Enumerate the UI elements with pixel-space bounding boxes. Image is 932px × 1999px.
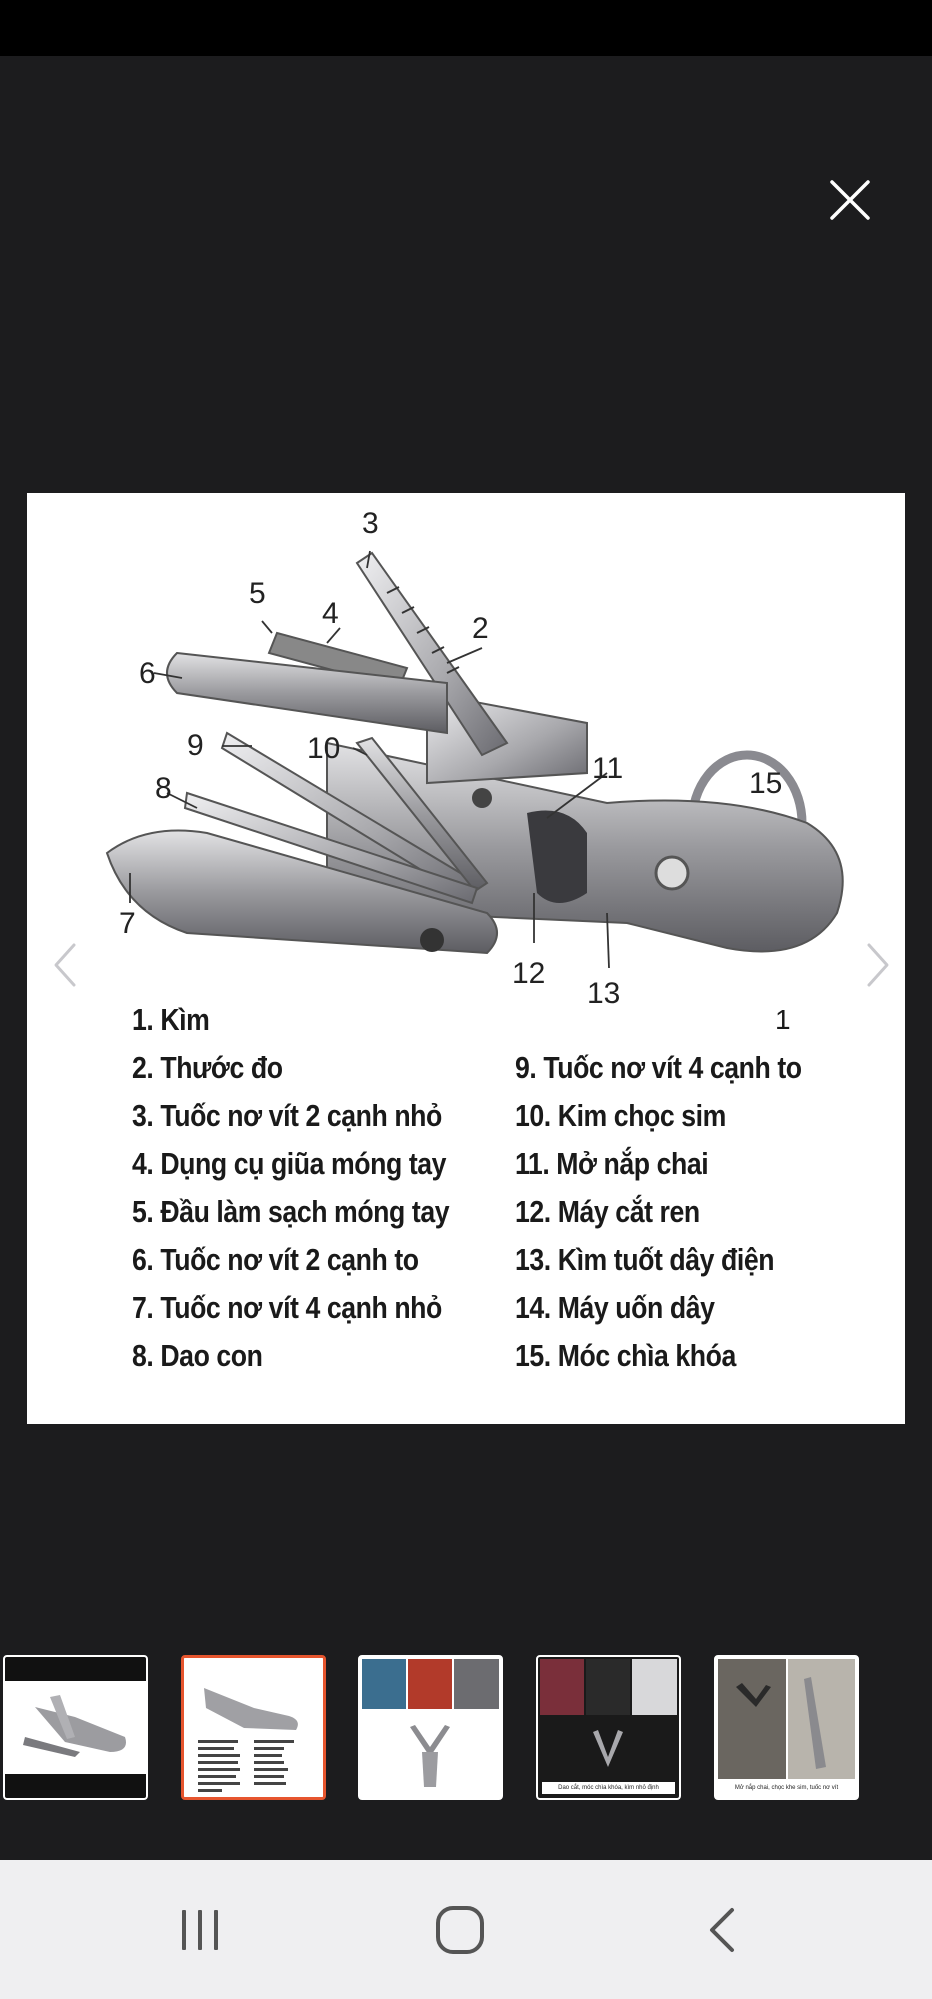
thumbnail-caption: Dao cắt, móc chìa khóa, kìm nhỏ định (542, 1782, 675, 1794)
callout-9: 9 (187, 729, 204, 762)
callout-1: 1 (775, 1004, 791, 1035)
legend-item: 1. Kìm (132, 1002, 210, 1037)
legend-left (132, 996, 449, 1380)
thumbnail-caption: Mở nắp chai, chọc khe sim, tuốc nơ vít (720, 1782, 853, 1794)
callout-10: 10 (307, 732, 341, 765)
thumbnail-2[interactable] (181, 1655, 326, 1800)
thumbnail-5[interactable] (714, 1655, 859, 1800)
callout-5: 5 (249, 577, 266, 610)
legend-item: 13. Kìm tuốt dây điện (515, 1242, 775, 1277)
thumbnail-image (716, 1657, 857, 1798)
home-icon (400, 1900, 520, 1960)
legend-item: 14. Máy uốn dây (515, 1290, 715, 1325)
callout-3: 3 (362, 507, 379, 540)
thumbnail-image (184, 1658, 323, 1797)
callout-15: 15 (749, 767, 783, 800)
status-bar (0, 0, 932, 56)
next-image-button[interactable] (855, 935, 899, 995)
callout-12: 12 (512, 957, 546, 990)
callout-4: 4 (322, 597, 339, 630)
callout-8: 8 (155, 772, 172, 805)
legend-item: 10. Kim chọc sim (515, 1098, 726, 1133)
legend-item: 2. Thước đo (132, 1050, 283, 1085)
callout-7: 7 (119, 907, 136, 940)
product-image[interactable] (27, 493, 905, 1424)
close-button[interactable] (820, 170, 880, 230)
thumbnail-4[interactable] (536, 1655, 681, 1800)
legend-item: 8. Dao con (132, 1338, 263, 1373)
thumbnail-3[interactable] (358, 1655, 503, 1800)
back-button[interactable] (662, 1900, 782, 1960)
chevron-left-icon (44, 935, 88, 995)
system-navigation-bar (0, 1860, 932, 1999)
callout-11: 11 (592, 752, 624, 785)
chevron-right-icon (855, 935, 899, 995)
legend-item: 15. Móc chìa khóa (515, 1338, 736, 1373)
previous-image-button[interactable] (44, 935, 88, 995)
legend-item: 3. Tuốc nơ vít 2 cạnh nhỏ (132, 1098, 442, 1133)
callout-13: 13 (587, 977, 621, 1010)
legend-item: 7. Tuốc nơ vít 4 cạnh nhỏ (132, 1290, 442, 1325)
legend-right (515, 1044, 802, 1380)
legend-item: 12. Máy cắt ren (515, 1194, 700, 1229)
thumbnail-image (360, 1657, 501, 1798)
legend-item: 6. Tuốc nơ vít 2 cạnh to (132, 1242, 419, 1277)
thumbnail-strip (0, 1655, 932, 1800)
recent-apps-button[interactable] (140, 1900, 260, 1960)
home-button[interactable] (400, 1900, 520, 1960)
recent-apps-icon (140, 1900, 260, 1960)
back-icon (662, 1900, 782, 1960)
legend-item: 5. Đầu làm sạch móng tay (132, 1194, 450, 1229)
callout-6: 6 (139, 657, 156, 690)
callout-2: 2 (472, 612, 489, 645)
close-icon (820, 170, 880, 230)
thumbnail-image (538, 1657, 679, 1798)
legend-item: 9. Tuốc nơ vít 4 cạnh to (515, 1050, 802, 1085)
multitool-illustration (27, 493, 905, 1013)
thumbnail-image (5, 1657, 146, 1798)
legend-item: 11. Mở nắp chai (515, 1146, 709, 1181)
thumbnail-1[interactable] (3, 1655, 148, 1800)
legend-item: 4. Dụng cụ giũa móng tay (132, 1146, 447, 1181)
